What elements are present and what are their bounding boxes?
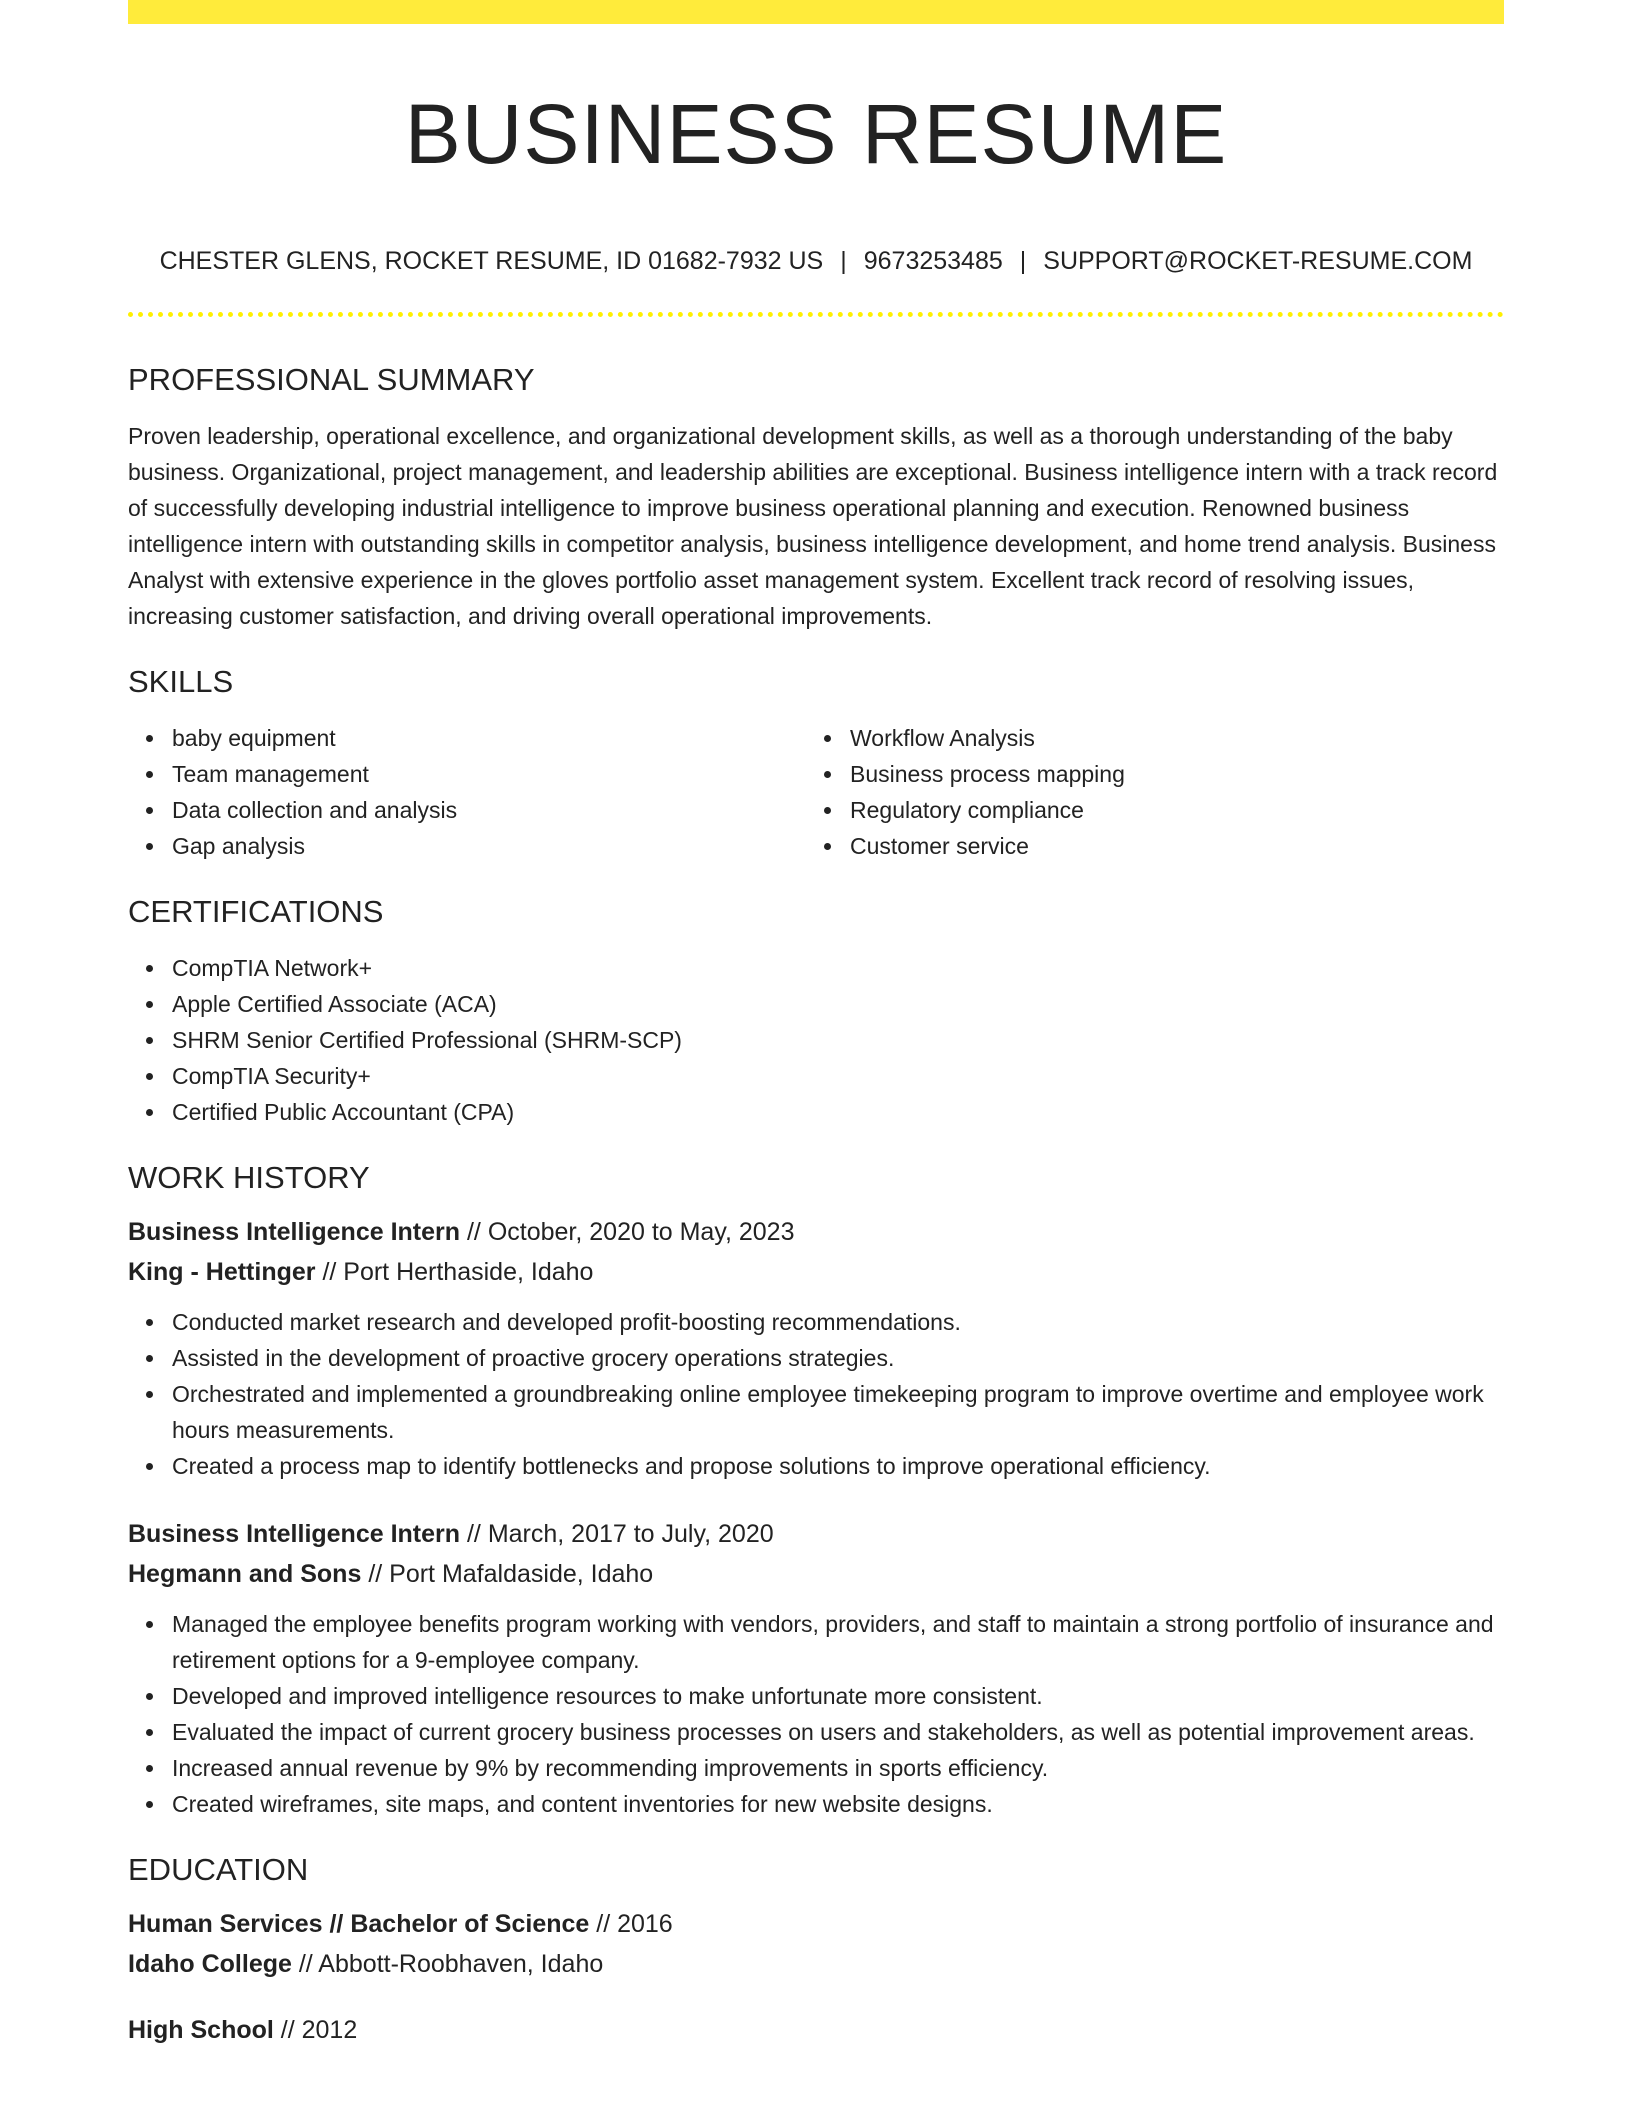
job-bullet: Developed and improved intelligence resources to make unfortunate more consistent. — [128, 1678, 1504, 1714]
skill-item: Customer service — [806, 828, 1484, 864]
job-bullets — [128, 1304, 1504, 1484]
job-entry — [128, 1514, 1504, 1822]
education-heading: EDUCATION — [128, 1852, 309, 1887]
job-title: Business Intelligence Intern — [128, 1520, 461, 1548]
skill-item: Workflow Analysis — [806, 720, 1484, 756]
contact-separator: | — [1019, 247, 1027, 275]
certification-item: SHRM Senior Certified Professional (SHRM-SCP) — [128, 1022, 1504, 1058]
education-entry — [128, 2010, 1504, 2050]
job-bullet: Orchestrated and implemented a groundbreaking online employee timekeeping program to improve overtime and employee work hours measurements. — [128, 1376, 1504, 1448]
certifications-heading: CERTIFICATIONS — [128, 894, 384, 929]
job-dates: // October, 2020 to May, 2023 — [460, 1218, 795, 1246]
certification-item: Apple Certified Associate (ACA) — [128, 986, 1504, 1022]
education-location: // Abbott-Roobhaven, Idaho — [291, 1950, 604, 1978]
job-location: // Port Mafaldaside, Idaho — [361, 1560, 654, 1588]
job-title: Business Intelligence Intern — [128, 1218, 461, 1246]
skill-item: Data collection and analysis — [128, 792, 806, 828]
education-school-line — [128, 1944, 1504, 1984]
job-bullets — [128, 1606, 1504, 1822]
education-degree: Human Services // Bachelor of Science — [128, 1910, 590, 1938]
job-company: King - Hettinger — [128, 1258, 316, 1286]
education-degree-line — [128, 1904, 1504, 1944]
job-bullet: Managed the employee benefits program working with vendors, providers, and staff to maintain a strong portfolio of insurance and retirement options for a 9-employee company. — [128, 1606, 1504, 1678]
contact-separator: | — [840, 247, 847, 275]
skills-columns — [128, 720, 1504, 864]
dotted-divider — [128, 312, 1504, 317]
certification-item: Certified Public Accountant (CPA) — [128, 1094, 1504, 1130]
contact-phone: 9673253485 — [863, 247, 1003, 275]
resume-title: BUSINESS RESUME — [404, 87, 1228, 181]
job-bullet: Increased annual revenue by 9% by recommending improvements in sports efficiency. — [128, 1750, 1504, 1786]
job-location: // Port Herthaside, Idaho — [315, 1258, 594, 1286]
certification-item: CompTIA Security+ — [128, 1058, 1504, 1094]
job-bullet: Created wireframes, site maps, and content inventories for new website designs. — [128, 1786, 1504, 1822]
certifications-list — [128, 950, 1504, 1130]
job-entry — [128, 1212, 1504, 1484]
education-degree: High School — [128, 2016, 274, 2044]
work-history-heading: WORK HISTORY — [128, 1160, 370, 1195]
job-dates: // March, 2017 to July, 2020 — [460, 1520, 774, 1548]
job-company-line — [128, 1252, 1504, 1292]
job-company-line — [128, 1554, 1504, 1594]
contact-address: CHESTER GLENS, ROCKET RESUME, ID 01682-7932 US — [159, 247, 824, 275]
contact-email: SUPPORT@ROCKET-RESUME.COM — [1043, 247, 1473, 275]
skill-item: Team management — [128, 756, 806, 792]
education-entry — [128, 1904, 1504, 1984]
contact-line — [128, 246, 1504, 276]
education-year: // 2016 — [589, 1910, 673, 1938]
job-company: Hegmann and Sons — [128, 1560, 362, 1588]
skill-item: Regulatory compliance — [806, 792, 1484, 828]
job-title-line — [128, 1514, 1504, 1554]
education-school: Idaho College — [128, 1950, 292, 1978]
skill-item: baby equipment — [128, 720, 806, 756]
job-title-line — [128, 1212, 1504, 1252]
skill-item: Gap analysis — [128, 828, 806, 864]
skills-heading: SKILLS — [128, 664, 234, 699]
skills-list-left — [128, 720, 806, 864]
job-bullet: Assisted in the development of proactive grocery operations strategies. — [128, 1340, 1504, 1376]
skills-list-right — [806, 720, 1484, 864]
summary-heading: PROFESSIONAL SUMMARY — [128, 362, 535, 397]
job-bullet: Evaluated the impact of current grocery business processes on users and stakeholders, as well as potential improvement areas. — [128, 1714, 1504, 1750]
certification-item: CompTIA Network+ — [128, 950, 1504, 986]
job-bullet: Conducted market research and developed profit-boosting recommendations. — [128, 1304, 1504, 1340]
summary-text: Proven leadership, operational excellence, and organizational development skills, as well as a thorough understanding of the baby business. Organizational, project management, and leadership abilities are exceptional. Business intelligence intern with a track record of successfully developing industrial intelligence to improve business operational planning and execution. Renowned business intelligence intern with outstanding skills in competitor analysis, business intelligence development, and home trend analysis. Business Analyst with extensive experience in the gloves portfolio asset management system. Excellent track record of resolving issues, increasing customer satisfaction, and driving overall operational improvements. — [128, 423, 1498, 629]
job-bullet: Created a process map to identify bottlenecks and propose solutions to improve operational efficiency. — [128, 1448, 1504, 1484]
resume-page — [128, 0, 1504, 2050]
skill-item: Business process mapping — [806, 756, 1484, 792]
education-year: // 2012 — [273, 2016, 358, 2044]
education-degree-line — [128, 2010, 1504, 2050]
accent-top-bar — [128, 0, 1504, 24]
